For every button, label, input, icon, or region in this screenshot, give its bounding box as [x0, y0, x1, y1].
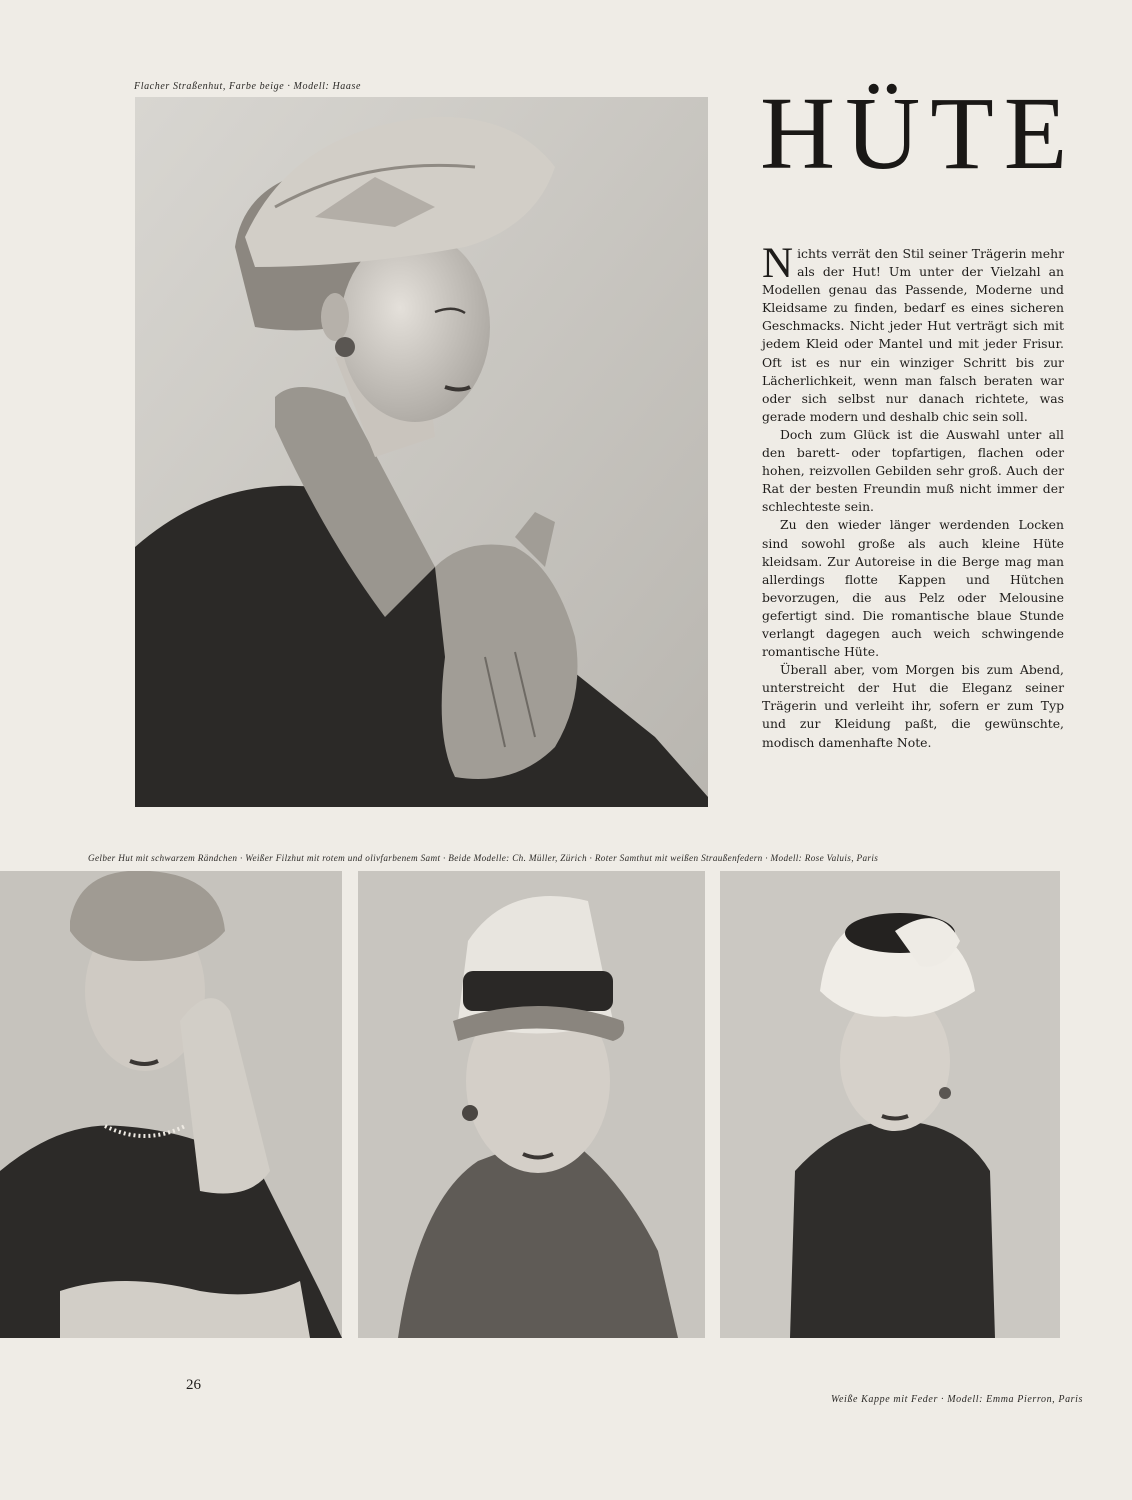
woman-white-cap-illustration [720, 871, 1060, 1338]
caption-main-photo: Flacher Straßenhut, Farbe beige · Modell: Haase [134, 81, 362, 92]
page-number: 26 [186, 1377, 201, 1393]
photo-white-felt-hat [358, 871, 705, 1338]
woman-white-felt-hat-illustration [358, 871, 705, 1338]
photo-white-cap-feather [720, 871, 1060, 1338]
article-paragraph [762, 240, 1064, 426]
article-body [762, 240, 1064, 752]
article-paragraph-text: ichts verrät den Stil seiner Trägerin mehr als der Hut! Um unter der Vielzahl an Modellen genau das Passende, Moderne und Kleidsame zu finden, bedarf es eines sicheren Geschmacks. Nicht jeder Hut verträgt sich mit jedem Kleid oder Mantel und mit jeder Frisur. Oft ist es nur ein winziger Schritt bis zur Lächerlichkeit, wenn man falsch beraten war oder sich selbst nur danach richtete, was gerade modern und deshalb chic sein soll. [762, 246, 1064, 424]
woman-flat-hat-illustration [135, 97, 708, 807]
woman-yellow-hat-illustration [0, 871, 342, 1338]
photo-yellow-hat [0, 871, 342, 1338]
caption-photo-row: Gelber Hut mit schwarzem Rändchen · Weißer Filzhut mit rotem und olivfarbenem Samt · Beide Modelle: Ch. Müller, Zürich · Roter Samthut mit weißen Straußenfedern · Modell: Rose Valuis, Paris [88, 853, 879, 863]
caption-bottom-right: Weiße Kappe mit Feder · Modell: Emma Pierron, Paris [831, 1394, 1084, 1405]
article-title: HÜTE [760, 76, 1078, 191]
article-paragraph: Doch zum Glück ist die Auswahl unter all den barett- oder topfartigen, flachen oder hohen, reizvollen Gebilden sehr groß. Auch der Rat der besten Freundin muß nicht immer der schlechteste sein. [762, 426, 1064, 515]
main-photo [135, 97, 708, 807]
article-paragraph: Überall aber, vom Morgen bis zum Abend, unterstreicht der Hut die Eleganz seiner Trägerin und verleiht ihr, sofern er zum Typ und zur Kleidung paßt, die gewünschte, modisch damenhafte Note. [762, 662, 1064, 750]
drop-cap: N [762, 240, 794, 287]
article-paragraph: Zu den wieder länger werdenden Locken sind sowohl große als auch kleine Hüte kleidsam. Zur Autoreise in die Berge mag man allerdings flotte Kappen und Hütchen bevorzugen, die aus Pelz oder Melousine gefertigt sind. Die romantische blaue Stunde verlangt dagegen auch weich schwingende romantische Hüte. [762, 517, 1064, 660]
